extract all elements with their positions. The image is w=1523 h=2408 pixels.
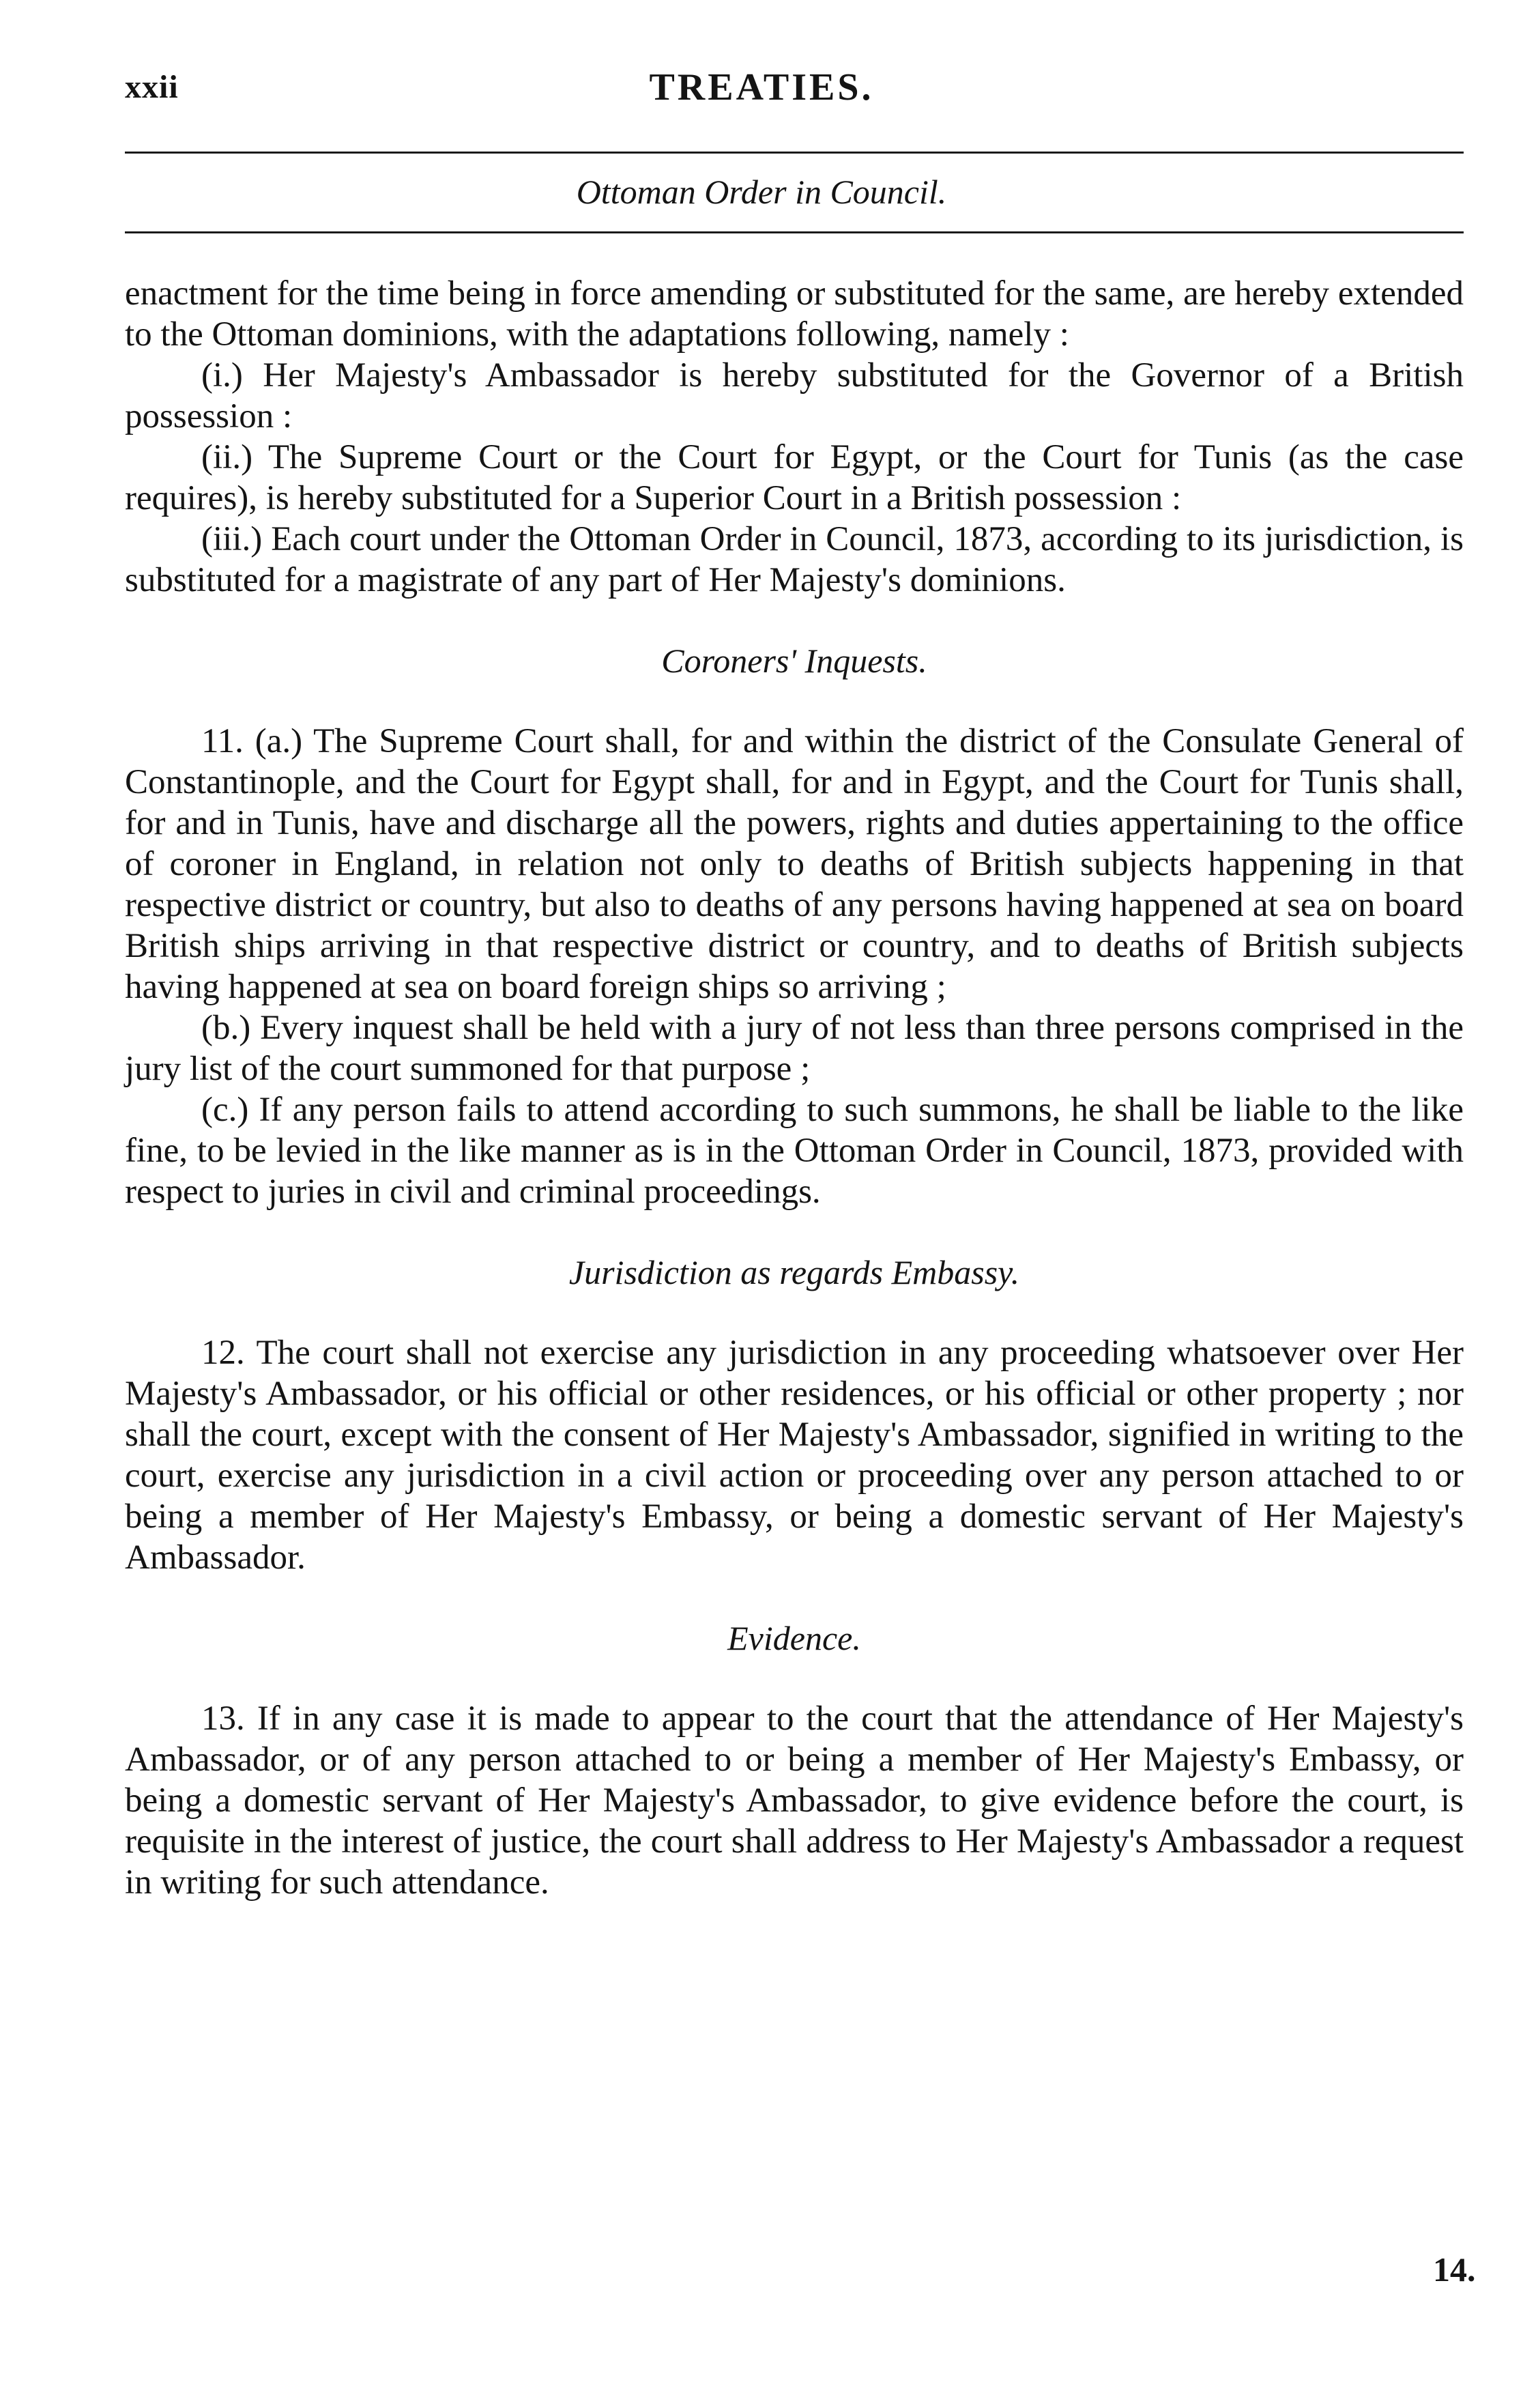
clause-ii: (ii.) The Supreme Court or the Court for Egypt, or the Court for Tunis (as the case requires), is hereby substituted for a Superior Court in a British possession :: [125, 438, 1464, 517]
running-title: TREATIES.: [649, 66, 874, 109]
article-11-c: (c.) If any person fails to attend according to such summons, he shall be liable to the like fine, to be levied in the like manner as is in the Ottoman Order in Council, 1873, provided with respect to juries in civil and criminal proceedings.: [125, 1091, 1464, 1211]
heading-jurisdiction-embassy: Jurisdiction as regards Embassy.: [568, 1253, 1020, 1291]
clause-iii: (iii.) Each court under the Ottoman Order in Council, 1873, according to its jurisdiction, is substituted for a magistrate of any part of Her Majesty's dominions.: [125, 520, 1464, 599]
catchword: 14.: [1433, 2250, 1476, 2289]
article-11-b: (b.) Every inquest shall be held with a jury of not less than three persons comprised in the jury list of the court summoned for that purpose ;: [125, 1009, 1464, 1088]
page-folio: xxii: [125, 69, 179, 105]
section-title: Ottoman Order in Council.: [576, 173, 947, 211]
heading-evidence: Evidence.: [727, 1619, 861, 1657]
article-11-a: 11. (a.) The Supreme Court shall, for and within the district of the Consulate General of Constantinople, and the Court for Egypt shall, for and in Egypt, and the Court for Tunis shall, for and in Tunis, have and discharge all the powers, rights and duties appertaining to the office of coroner in England, in relation not only to deaths of British subjects happening in that respective district or country, but also to deaths of any persons having happened at sea on board British ships arriving in that respective district or country, and to deaths of British subjects having happened at sea on board foreign ships so arriving ;: [125, 722, 1464, 1006]
header-rule-bottom: [125, 231, 1464, 233]
continued-paragraph: enactment for the time being in force amending or substituted for the same, are hereby extended to the Ottoman dominions, with the adaptations following, namely :: [125, 274, 1464, 354]
header-rule-top: [125, 152, 1464, 154]
clause-i: (i.) Her Majesty's Ambassador is hereby substituted for the Governor of a British possession :: [125, 356, 1464, 435]
heading-coroners-inquests: Coroners' Inquests.: [661, 642, 927, 680]
article-12: 12. The court shall not exercise any jurisdiction in any proceeding whatsoever over Her Majesty's Ambassador, or his official or other residences, or his official or other property ; nor shall the court, except with the consent of Her Majesty's Ambassador, signified in writing to the court, exercise any jurisdiction in a civil action or proceeding over any person attached to or being a member of Her Majesty's Embassy, or being a domestic servant of Her Majesty's Ambassador.: [125, 1334, 1464, 1577]
body-text: [125, 273, 1464, 1903]
article-13: 13. If in any case it is made to appear to the court that the attendance of Her Majesty's Ambassador, or of any person attached to or being a member of Her Majesty's Embassy, or being a domestic servant of Her Majesty's Ambassador, to give evidence before the court, is requisite in the interest of justice, the court shall address to Her Majesty's Ambassador a request in writing for such attendance.: [125, 1700, 1464, 1902]
